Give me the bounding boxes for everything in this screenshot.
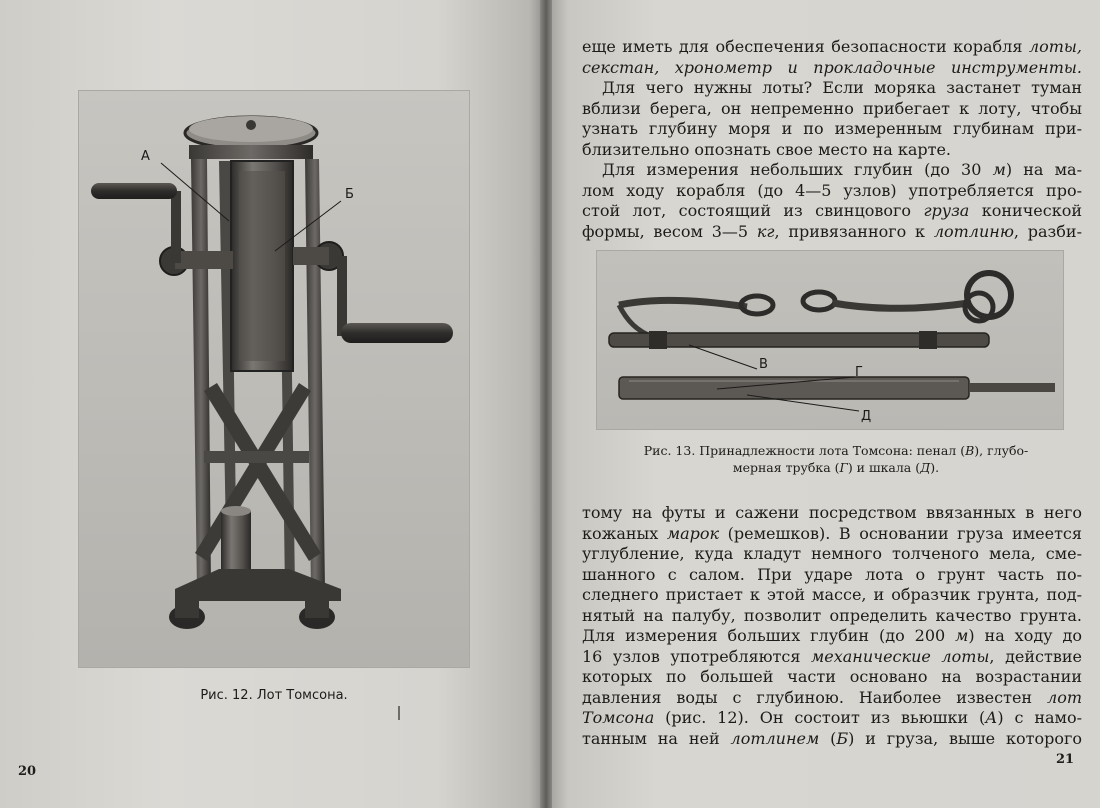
text-line: лом ходу корабля (до 4—5 узлов) употребляется про- bbox=[582, 180, 1082, 200]
text-line: близительно опознать свое место на карте. bbox=[582, 139, 952, 159]
figure-12-caption: Рис. 12. Лот Томсона. bbox=[200, 688, 348, 703]
thomson-lot-accessories-illustration bbox=[597, 251, 1065, 431]
left-page bbox=[0, 0, 546, 808]
figure-13-caption: Рис. 13. Принадлежности лота Томсона: пенал (В), глубо- мерная трубка (Г) и шкала (Д). bbox=[643, 443, 1029, 475]
text-line: 16 узлов употребляются механические лоты, действие bbox=[582, 646, 1083, 666]
text-line: Томсона (рис. 12). Он состоит из вьюшки (А) с намо- bbox=[582, 708, 1083, 727]
figure-12-label-b: Б bbox=[345, 187, 354, 202]
body-text-bottom bbox=[582, 503, 1082, 749]
text-line: стой лот, состоящий из свинцового груза конической bbox=[582, 201, 1082, 220]
figure-12-label-a: А bbox=[141, 149, 150, 164]
text-line: танным на ней лотлинем (Б) и груза, выше которого bbox=[582, 728, 1082, 748]
text-line: Для чего нужны лоты? Если моряка застанет туман bbox=[602, 78, 1082, 97]
page-number-right: 21 bbox=[1056, 752, 1075, 767]
text-line: кожаных марок (ремешков). В основании груза имеется bbox=[582, 523, 1082, 543]
page-number-left: 20 bbox=[18, 764, 37, 779]
text-line: нятый на палубу, позволит определить качество грунта. bbox=[582, 605, 1082, 625]
text-line: тому на футы и сажени посредством ввязанных в него bbox=[582, 503, 1082, 522]
text-line: которых по большей части основано на возрастании bbox=[582, 667, 1082, 686]
page-mark bbox=[398, 706, 400, 720]
text-line: секстан, хронометр и прокладочные инструменты. bbox=[582, 57, 1082, 77]
figure-13-plate bbox=[596, 250, 1064, 430]
text-line: узнать глубину моря и по измеренным глубинам при- bbox=[582, 119, 1082, 138]
figure-13-label-d: Д bbox=[861, 409, 872, 424]
thomson-sounding-machine-illustration bbox=[79, 91, 471, 669]
book-gutter bbox=[540, 0, 552, 808]
text-line: вблизи берега, он непременно прибегает к лоту, чтобы bbox=[582, 98, 1082, 118]
text-line: формы, весом 3—5 кг, привязанного к лотлиню, разби- bbox=[582, 221, 1082, 241]
text-line: еще иметь для обеспечения безопасности корабля лоты, bbox=[582, 37, 1082, 56]
right-page bbox=[546, 0, 1100, 808]
figure-12-plate bbox=[78, 90, 470, 668]
text-line: Для измерения больших глубин (до 200 м) на ходу до bbox=[582, 626, 1083, 645]
figure-13-label-v: В bbox=[759, 357, 768, 372]
text-line: следнего пристает к этой массе, и образчик грунта, под- bbox=[582, 585, 1082, 604]
text-line: углубление, куда кладут немного толченого мела, сме- bbox=[582, 544, 1082, 563]
text-line: Для измерения небольших глубин (до 30 м) на ма- bbox=[602, 160, 1082, 179]
text-line: давления воды с глубиною. Наиболее известен лот bbox=[582, 687, 1082, 707]
body-text-top bbox=[582, 37, 1082, 242]
text-line: шанного с салом. При ударе лота о грунт часть по- bbox=[582, 564, 1082, 584]
figure-13-label-g: Г bbox=[855, 365, 863, 380]
